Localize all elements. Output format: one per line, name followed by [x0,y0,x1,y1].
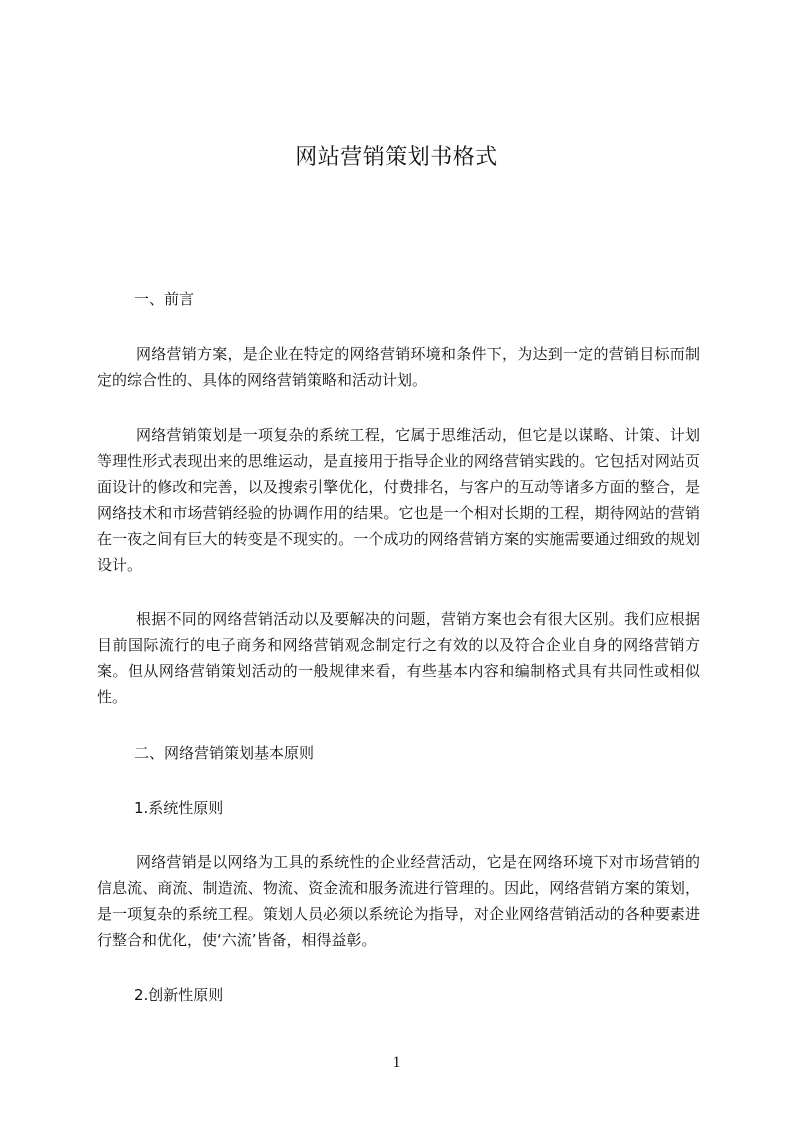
subsection-heading-systematic: 1.系统性原则 [134,799,224,817]
paragraph-preface-3: 根据不同的网络营销活动以及要解决的问题，营销方案也会有很大区别。我们应根据目前国际流行的电子商务和网络营销观念制定行之有效的以及符合企业自身的网络营销方案。但从网络营销策划活动的一般规律来看，有些基本内容和编制格式具有共同性或相似性。 [97,610,700,706]
paragraph-systematic: 网络营销是以网络为工具的系统性的企业经营活动，它是在网络环境下对市场营销的信息流、商流、制造流、物流、资金流和服务流进行管理的。因此，网络营销方案的策划，是一项复杂的系统工程。策划人员必须以系统论为指导，对企业网络营销活动的各种要素进行整合和优化，使‘六流’皆备，相得益彰。 [97,853,700,949]
subsection-heading-innovative: 2.创新性原则 [134,986,224,1004]
page-number: 1 [392,1054,401,1071]
paragraph-preface-1: 网络营销方案，是企业在特定的网络营销环境和条件下，为达到一定的营销目标而制定的综合性的、具体的网络营销策略和活动计划。 [97,345,700,389]
section-heading-principles: 二、网络营销策划基本原则 [134,744,315,762]
section-heading-preface: 一、前言 [134,290,195,308]
document-title: 网站营销策划书格式 [295,145,498,170]
paragraph-preface-2: 网络营销策划是一项复杂的系统工程，它属于思维活动，但它是以谋略、计策、计划等理性形式表现出来的思维运动，是直接用于指导企业的网络营销实践的。它包括对网站页面设计的修改和完善，以及搜索引擎优化，付费排名，与客户的互动等诸多方面的整合，是网络技术和市场营销经验的协调作用的结果。它也是一个相对长期的工程，期待网站的营销在一夜之间有巨大的转变是不现实的。一个成功的网络营销方案的实施需要通过细致的规划设计。 [97,426,700,574]
